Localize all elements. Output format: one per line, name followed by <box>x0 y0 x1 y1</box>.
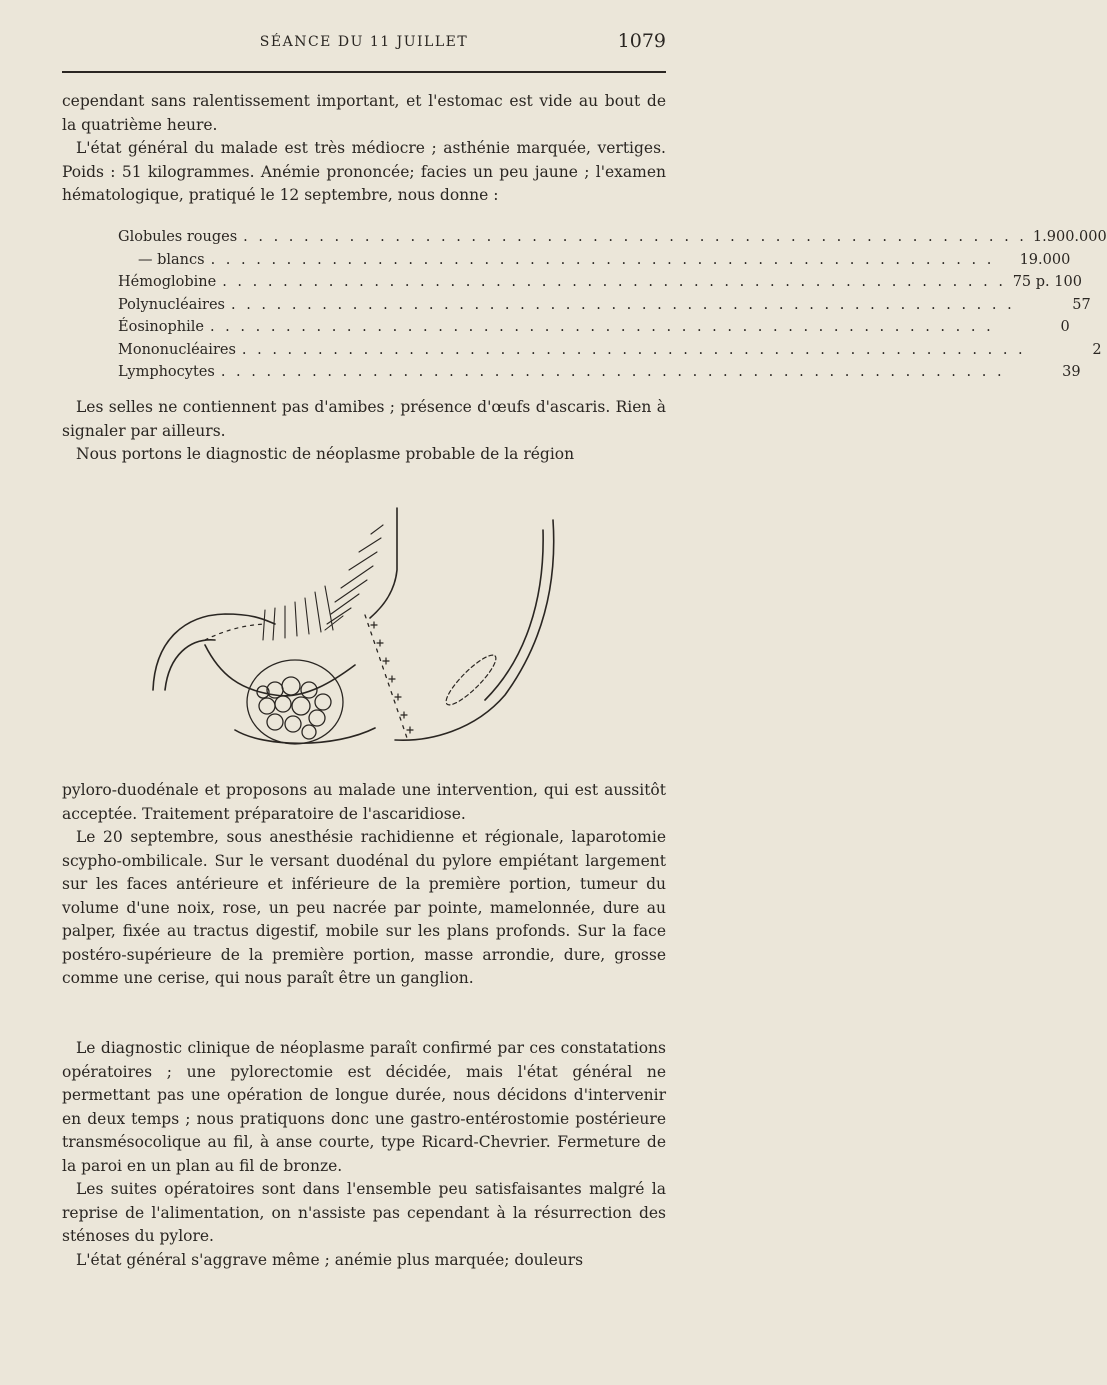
paragraph-diagnosis-start: Nous portons le diagnostic de néoplasme probable de la région <box>76 445 575 463</box>
leader-dots: . . . . . . . . . . . . . . . . . . . . . . . . . . . . . . . . . . . . . . . . . . . . . . . . . . . . <box>220 364 1005 380</box>
paragraph-continuation: cependant sans ralentissement important, et l'estomac est vide au bout de la quatrième heure. <box>62 92 666 134</box>
table-row <box>118 226 1107 249</box>
leader-dots: . . . . . . . . . . . . . . . . . . . . . . . . . . . . . . . . . . . . . . . . . . . . . . . . . . . . <box>241 341 1026 358</box>
duodenum-lower <box>205 645 355 696</box>
row-value: 39 <box>1062 364 1081 380</box>
duodenum-inner <box>165 640 215 690</box>
page-number: 1079 <box>617 30 666 52</box>
hatching <box>263 525 383 640</box>
table-row <box>118 271 1082 294</box>
row-value: 75 p. 100 <box>1012 274 1082 290</box>
row-value: 1.900.000 <box>1032 229 1107 245</box>
row-label: Lymphocytes <box>118 364 215 380</box>
paragraph-diagnosis-cont: pyloro-duodénale et proposons au malade une intervention, qui est aussitôt acceptée. Traitement préparatoire de l'ascaridiose. <box>62 781 666 823</box>
table-row <box>118 316 1070 339</box>
table-row <box>118 361 1081 384</box>
stomach-greater-curve <box>395 520 554 740</box>
paragraph-clinical-diagnosis: Le diagnostic clinique de néoplasme paraît confirmé par ces constatations opératoires ; une pylorectomie est décidée, mais l'état général ne permettant pas une opération de longue durée, nous décidons d'intervenir en deux temps ; nous pratiquons donc une gastro-entérostomie postérieure transmésocolique au fil, à anse courte, type Ricard-Chevrier. Fermeture de la paroi en un plan au fil de bronze. <box>62 1039 666 1175</box>
table-row <box>118 294 1091 317</box>
surgical-illustration <box>145 490 575 765</box>
leader-dots: . . . . . . . . . . . . . . . . . . . . . . . . . . . . . . . . . . . . . . . . . . . . . . . . . . . . <box>222 274 1006 290</box>
blood-count-table <box>118 226 1107 384</box>
suture-upper <box>205 624 265 640</box>
header-rule <box>62 71 666 73</box>
suture-line <box>365 615 407 738</box>
duodenum-outer <box>153 614 275 690</box>
paragraph-general-state: L'état général du malade est très médiocre ; asthénie marquée, vertiges. Poids : 51 kilogrammes. Anémie prononcée; facies un peu jaune ; l'examen hématologique, pratiqué le 12 septembre, nous donne : <box>62 139 666 204</box>
stomach-outline <box>370 508 397 618</box>
paragraph-operation: Le 20 septembre, sous anesthésie rachidienne et régionale, laparotomie scypho-ombilicale. Sur le versant duodénal du pylore empiétant largement sur les faces antérieure et inférieure de la première portion, tumeur du volume d'une noix, rose, un peu nacrée par pointe, mamelonnée, dure au palper, fixée au tractus digestif, mobile sur les plans profonds. Sur la face postéro-supérieure de la première portion, masse arrondie, dure, grosse comme une cerise, qui nous paraît être un ganglion. <box>62 828 666 987</box>
row-value: 2 <box>1092 341 1102 358</box>
row-label: Éosinophile <box>118 319 204 335</box>
suture-crosses <box>371 622 413 733</box>
row-label: Globules rouges <box>118 229 238 245</box>
leader-dots: . . . . . . . . . . . . . . . . . . . . . . . . . . . . . . . . . . . . . . . . . . . . . . . . . . . . <box>243 229 1027 245</box>
tumor-mass <box>247 660 343 744</box>
paragraph-postop: Les suites opératoires sont dans l'ensemble peu satisfaisantes malgré la reprise de l'alimentation, on n'assiste pas cependant à la résurrection des sténoses du pylore. <box>62 1180 666 1245</box>
paragraph-stool-results: Les selles ne contiennent pas d'amibes ; présence d'œufs d'ascaris. Rien à signaler par ailleurs. <box>62 398 666 440</box>
page-header <box>62 30 666 58</box>
row-value: 19.000 <box>1019 251 1071 268</box>
gastro-enterostomy <box>441 650 502 711</box>
running-head: SÉANCE DU 11 JUILLET <box>259 34 469 50</box>
leader-dots: . . . . . . . . . . . . . . . . . . . . . . . . . . . . . . . . . . . . . . . . . . . . . . . . . . . . <box>210 251 995 268</box>
row-label: — blancs <box>138 251 205 268</box>
row-label: Mononucléaires <box>118 341 236 358</box>
row-label: Polynucléaires <box>118 296 225 313</box>
leader-dots: . . . . . . . . . . . . . . . . . . . . . . . . . . . . . . . . . . . . . . . . . . . . . . . . . . . . <box>209 319 994 335</box>
stomach-inner-curve <box>485 530 543 700</box>
row-label: Hémoglobine <box>118 274 217 290</box>
leader-dots: . . . . . . . . . . . . . . . . . . . . . . . . . . . . . . . . . . . . . . . . . . . . . . . . . . . . <box>230 296 1015 313</box>
table-row <box>118 339 1102 362</box>
row-value: 57 <box>1072 296 1091 313</box>
paragraph-general-worsening: L'état général s'aggrave même ; anémie plus marquée; douleurs <box>76 1251 584 1269</box>
bottom-contour <box>235 728 375 743</box>
table-row <box>118 249 1071 272</box>
row-value: 0 <box>1060 319 1070 335</box>
